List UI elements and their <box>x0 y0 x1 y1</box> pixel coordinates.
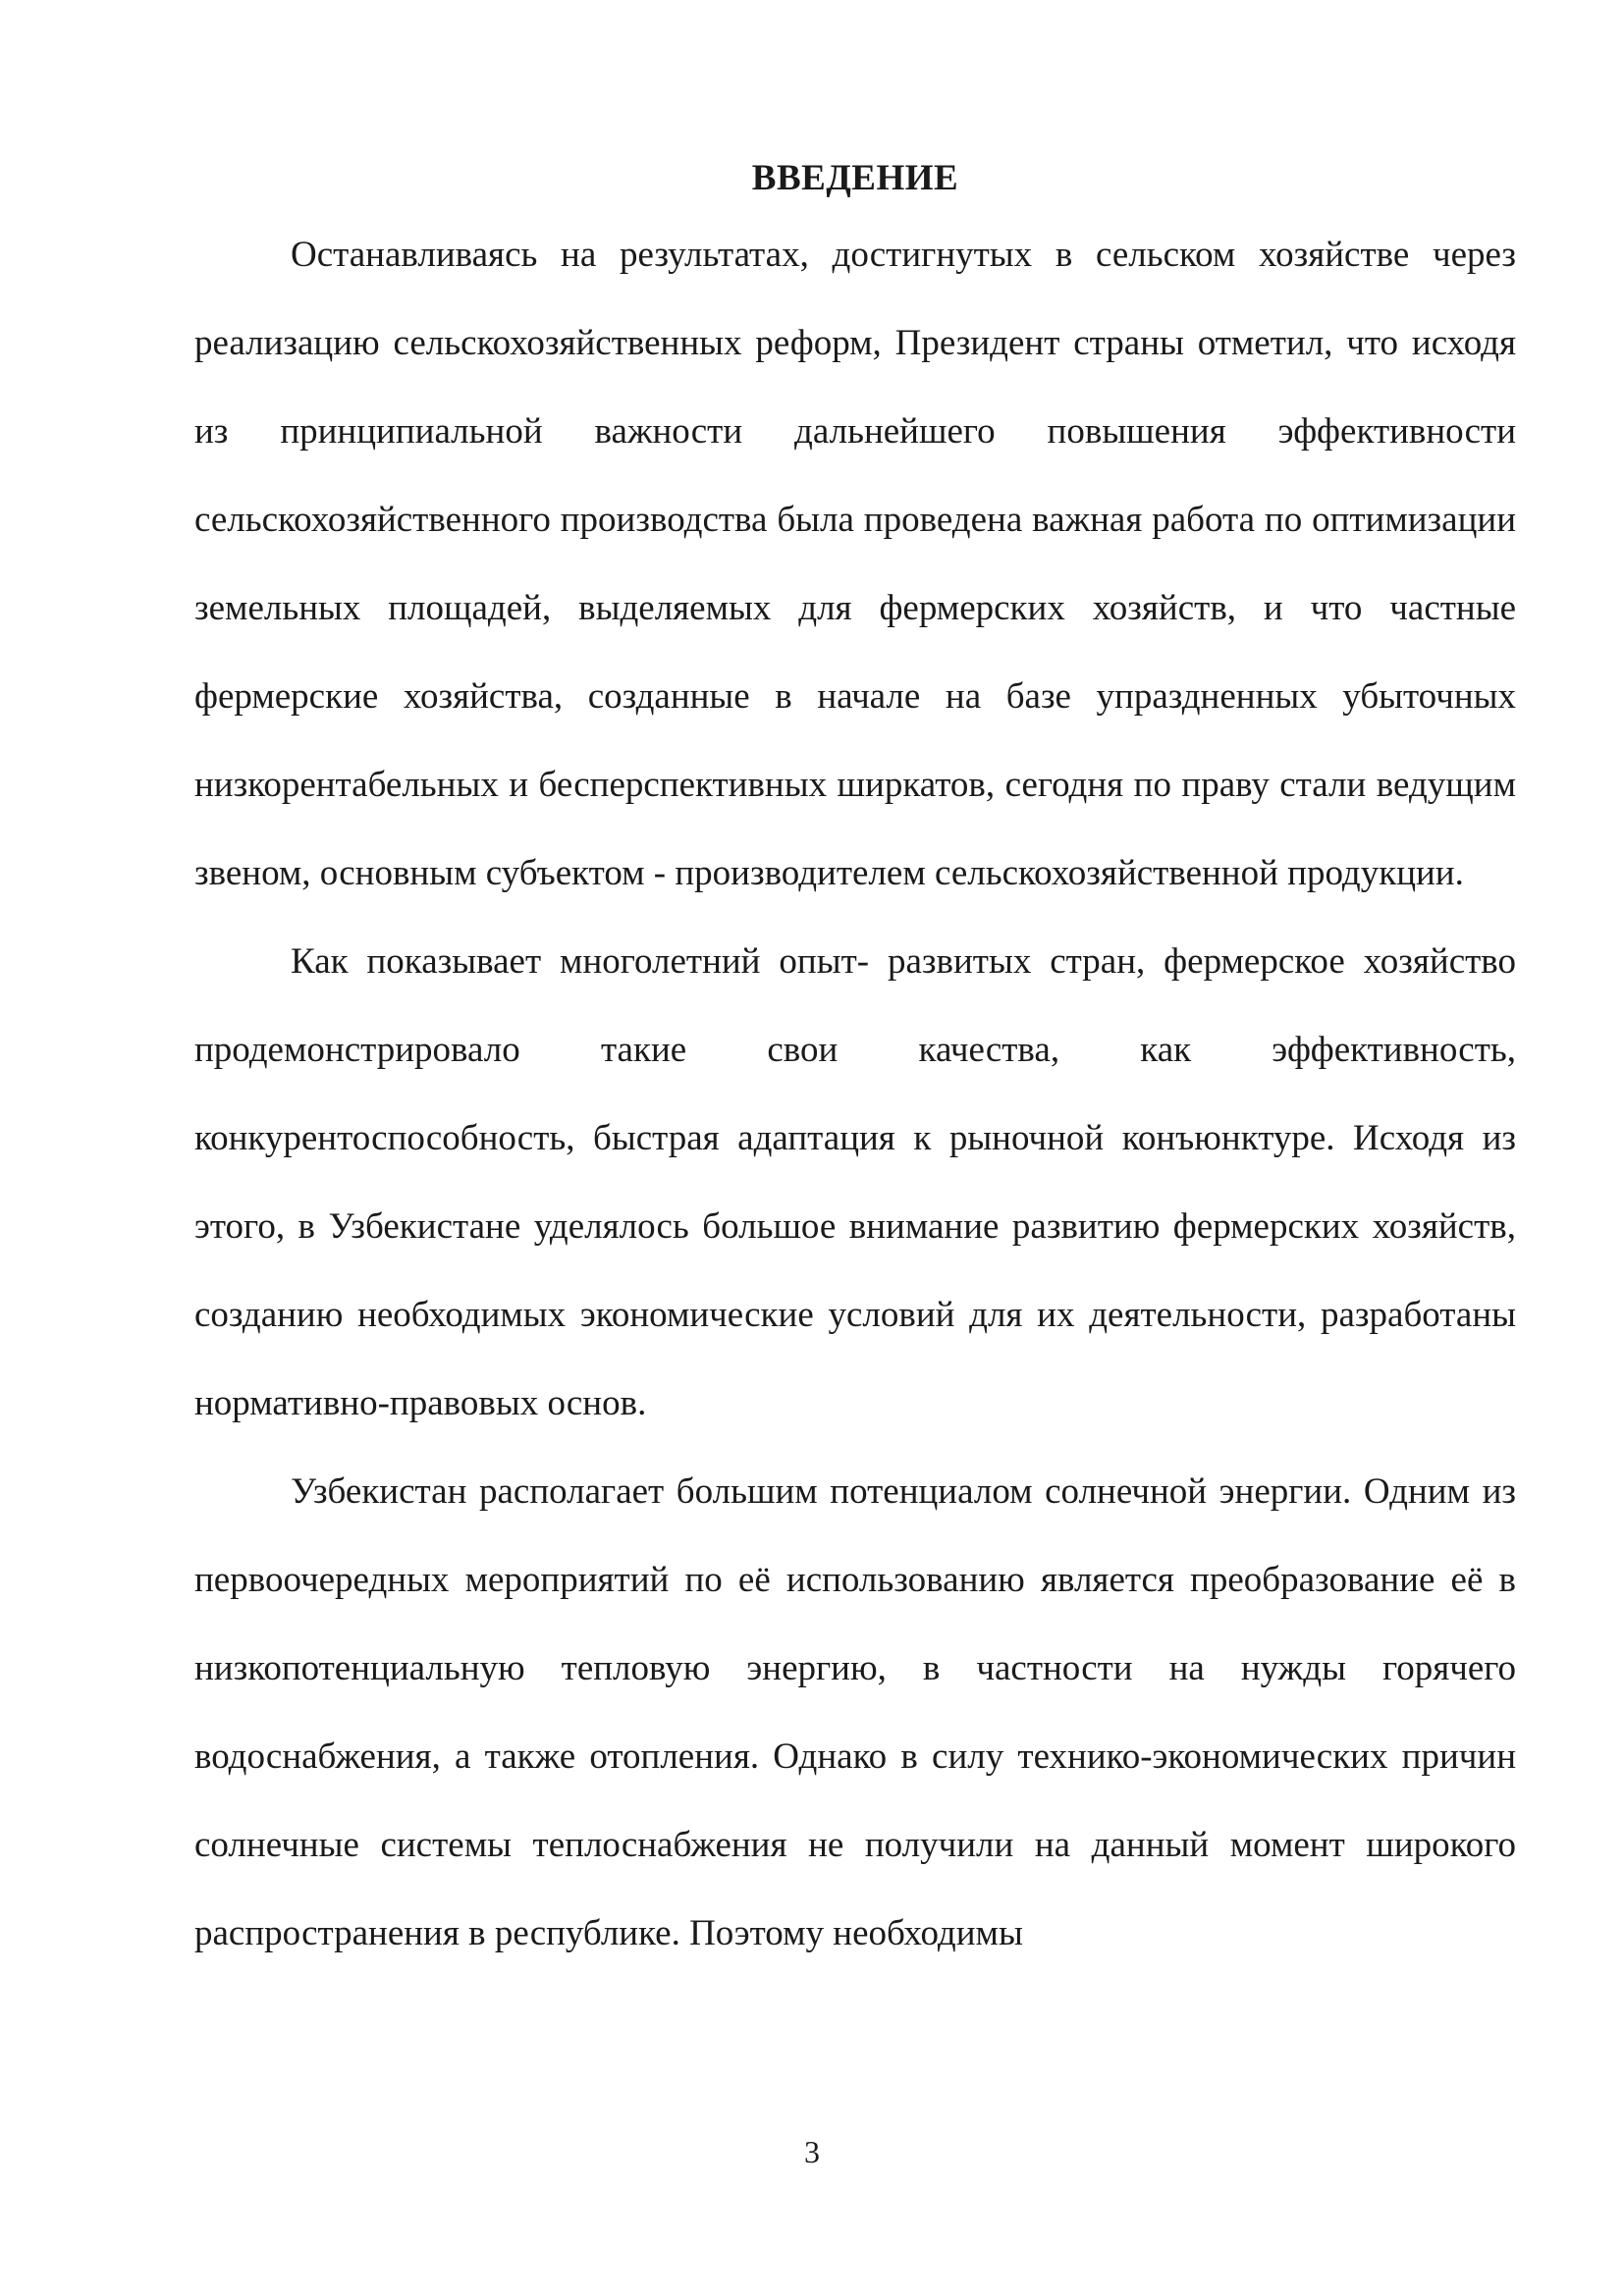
page-number: 3 <box>804 2134 820 2169</box>
paragraph-2: Как показывает многолетний опыт- развитых стран, фермерское хозяйство продемонстрировало такие свои качества, как эффективность, конкурентоспособность, быстрая адаптация к рыночной конъюнктуре. Исходя из этого, в Узбекистане уделялось большое внимание развитию фермерских хозяйств, созданию необходимых экономические условий для их деятельности, разработаны нормативно-правовых основ. <box>194 941 1516 1423</box>
paragraph-1: Останавливаясь на результатах, достигнутых в сельском хозяйстве через реализацию сельскохозяйственных реформ, Президент страны отметил, что исходя из принципиальной важности дальнейшего повышения эффективности сельскохозяйственного производства была проведена важная работа по оптимизации земельных площадей, выделяемых для фермерских хозяйств, и что частные фермерские хозяйства, созданные в начале на базе упраздненных убыточных низкорентабельных и бесперспективных ширкатов, сегодня по праву стали ведущим звеном, основным субъектом - производителем сельскохозяйственной продукции. <box>194 235 1516 893</box>
paragraph-3: Узбекистан располагает большим потенциалом солнечной энергии. Одним из первоочередных мероприятий по её использованию является преобразование её в низкопотенциальную тепловую энергию, в частности на нужды горячего водоснабжения, а также отопления. Однако в силу технико-экономических причин солнечные системы теплоснабжения не получили на данный момент широкого распространения в республике. Поэтому необходимы <box>194 1471 1516 1953</box>
page-heading: ВВЕДЕНИЕ <box>751 158 959 198</box>
page-content <box>194 152 1516 1978</box>
